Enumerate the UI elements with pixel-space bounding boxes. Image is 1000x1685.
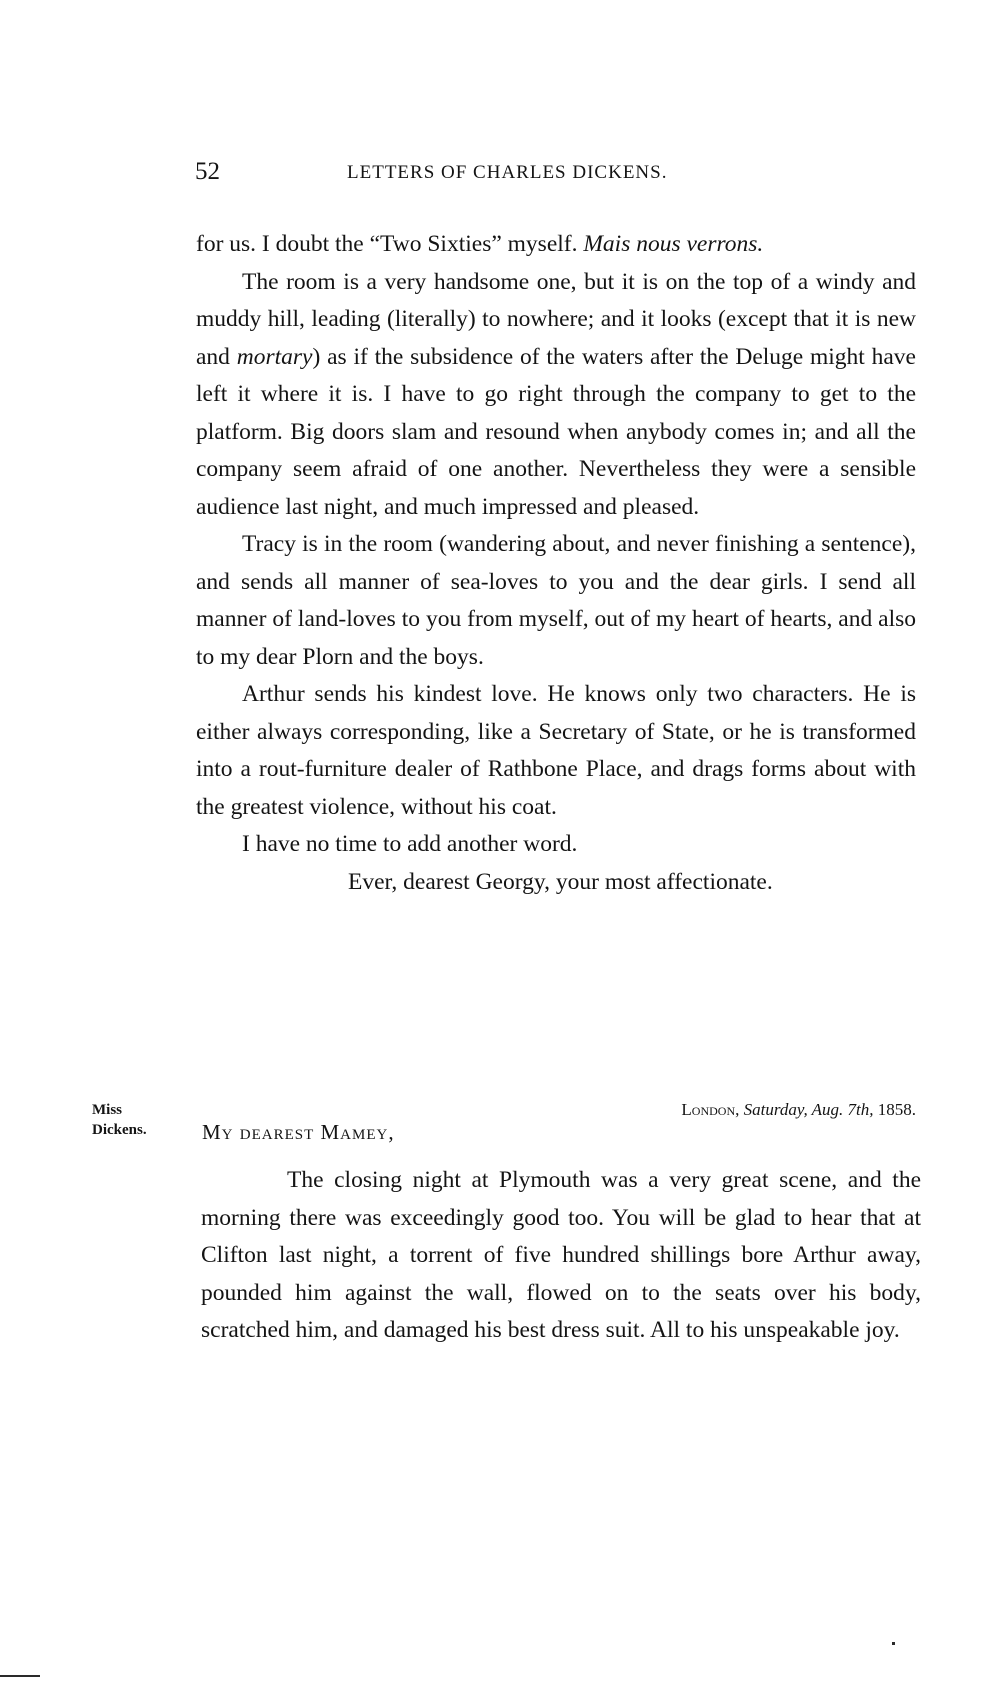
scan-artifact-line [0,1675,40,1677]
paragraph-4: Arthur sends his kindest love. He knows only two characters. He is either always corresponding, like a Secretary of State, or he is transformed into a rout-furniture dealer of Rathbone Place, and drags forms about with the greatest violence, without his coat. [196,681,916,820]
page-header [195,158,915,188]
paragraph-1: for us. I doubt the “Two Sixties” myself. Mais nous verrons. [196,231,764,257]
margin-note-recipient: Miss Dickens. [92,1102,147,1138]
paragraph-2: The room is a very handsome one, but it is on the top of a windy and muddy hill, leading (literally) to nowhere; and it looks (except that it is new and mortary) as if the subsidence of the waters after the Deluge might have left it where it is. I have to go right through the company to get to the platform. Big doors slam and resound when anybody comes in; and all the company seem afraid of one another. Nevertheless they were a sensible audience last night, and much impressed and pleased. [196,268,916,520]
letter-two-body: The closing night at Plymouth was a very great scene, and the morning there was exceedingly good too. You will be glad to hear that at Clifton last night, a torrent of five hundred shillings bore Arthur away, pounded him against the wall, flowed on to the seats over his body, scratched him, and damaged his best dress suit. All to his unspeakable joy. [201,1167,921,1343]
letter-dateline: London, Saturday, Aug. 7th, 1858. [681,1100,916,1119]
paragraph-3: Tracy is in the room (wandering about, and never finishing a sentence), and sends all manner of sea-loves to you and the dear girls. I send all manner of land-loves to you from myself, out of my heart of hearts, and also to my dear Plorn and the boys. [196,531,916,670]
salutation: My dearest Mamey, [202,1120,395,1144]
paragraph-5: I have no time to add another word. [242,831,578,857]
letter-two [201,1162,921,1350]
running-head: LETTERS OF CHARLES DICKENS. [347,162,668,183]
page-number: 52 [195,158,220,185]
letter-one [196,226,916,901]
closing-line: Ever, dearest Georgy, your most affectionate. [348,868,773,895]
scan-artifact-dot [892,1642,895,1645]
